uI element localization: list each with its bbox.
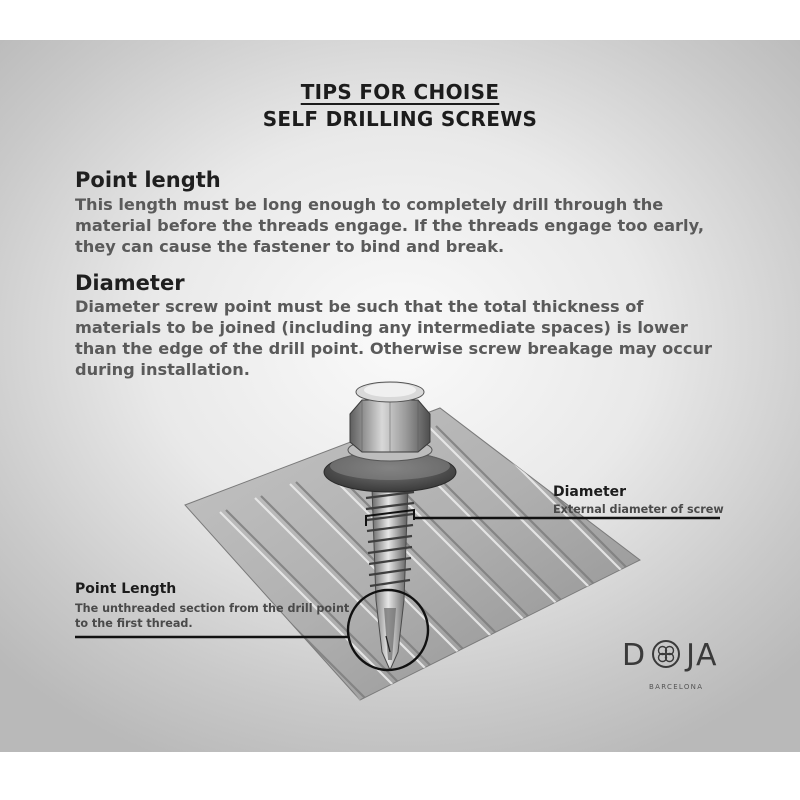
infographic-card — [0, 40, 800, 752]
section-heading-point-length: Point length — [75, 168, 221, 192]
section-heading-diameter: Diameter — [75, 271, 185, 295]
callout-diameter-title: Diameter — [553, 484, 627, 500]
logo-letter-d: D — [622, 638, 647, 673]
logo-letter-a: A — [695, 638, 718, 673]
title-line-1-text: TIPS FOR CHOISE — [300, 80, 500, 104]
callout-diameter-subtitle: External diameter of screw — [553, 503, 724, 516]
section-body-point-length: This length must be long enough to completely drill through the material before the threads engage. If the threads engage too early, they can cause the fastener to bind and break. — [75, 195, 705, 256]
logo-letter-j: J — [686, 638, 696, 673]
title-line-2: SELF DRILLING SCREWS — [262, 107, 538, 131]
callout-point-length-title: Point Length — [75, 581, 177, 597]
logo-tagline: BARCELONA — [649, 683, 704, 691]
section-body-diameter: Diameter screw point must be such that the total thickness of materials to be joined (including any intermediate spaces) is lower than the edge of the drill point. Otherwise screw breakage may occur during installation. — [75, 297, 713, 379]
brand-logo — [622, 638, 718, 673]
quatrefoil-o-icon — [647, 639, 685, 669]
callout-point-length-subtitle: The unthreaded section from the drill point to the first thread. — [75, 602, 350, 630]
